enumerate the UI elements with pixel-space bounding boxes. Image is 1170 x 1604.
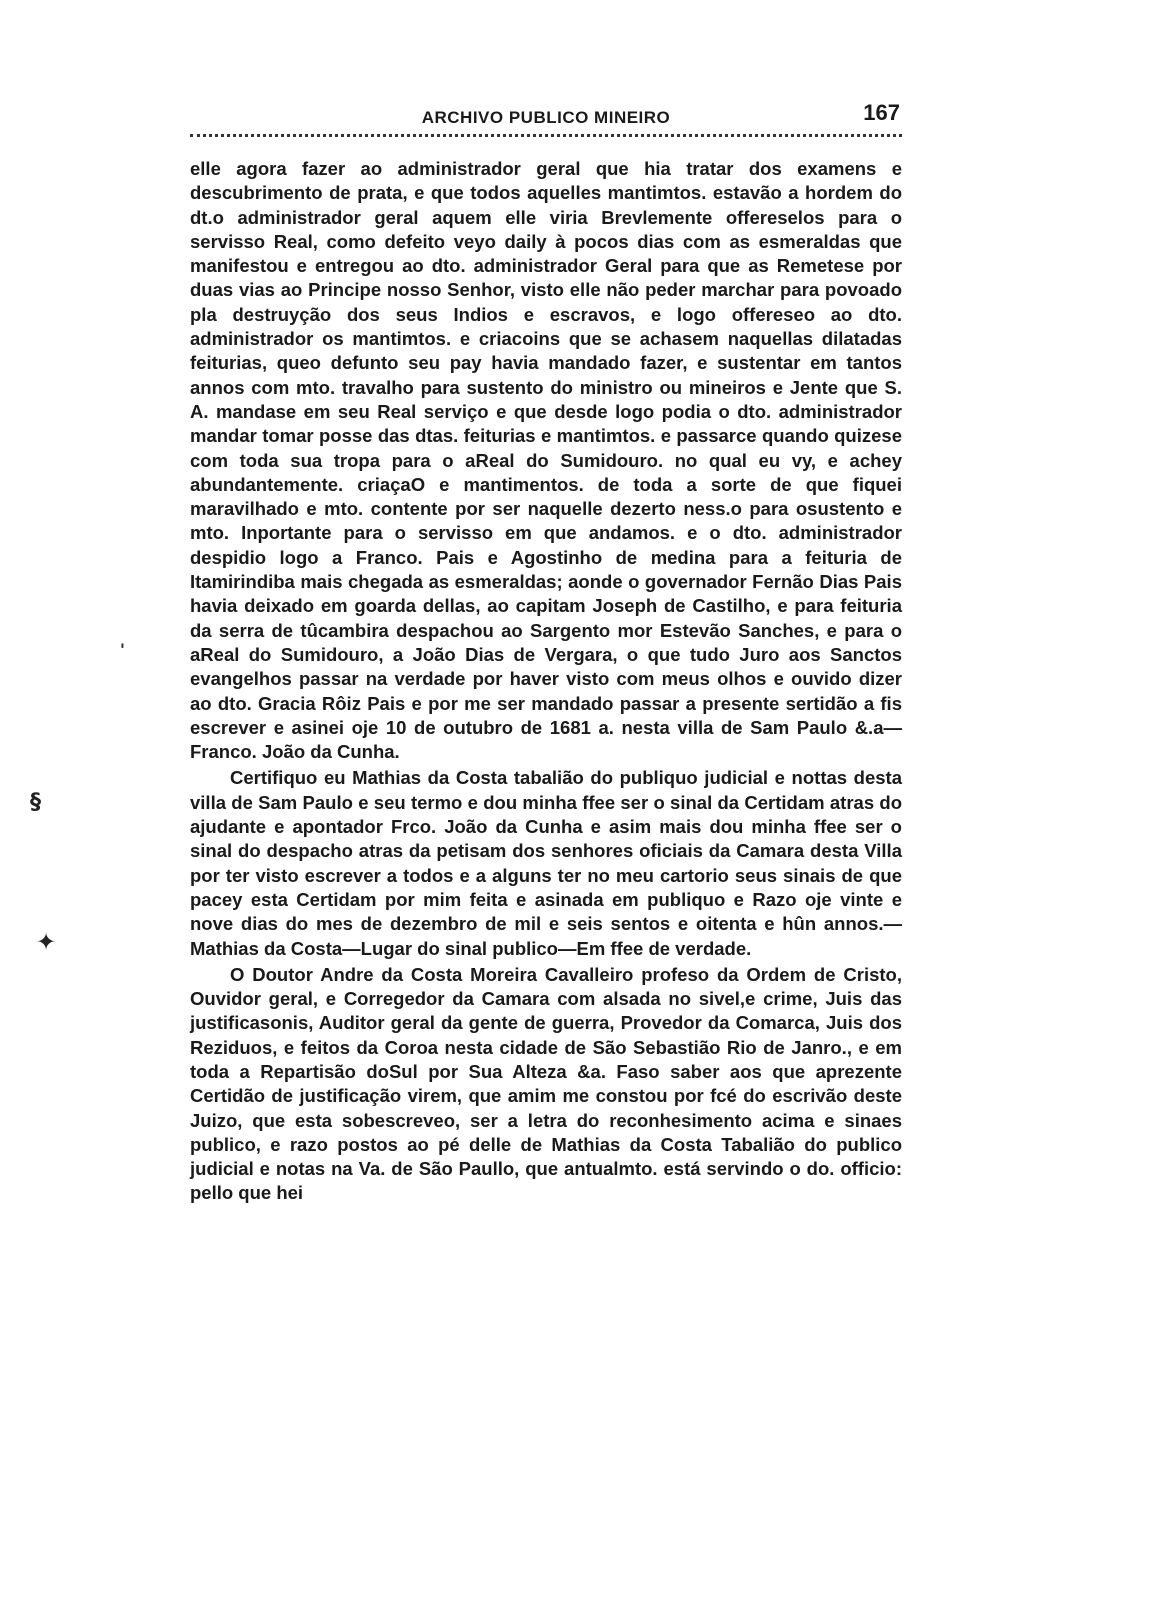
paragraph-2: Certifiquo eu Mathias da Costa tabalião do publiquo judicial e nottas desta villa de Sam Paulo e seu termo e dou minha ffee ser o sinal da Certidam atras do ajudante e apontador Frco. João da Cunha e asim mais dou minha ffee ser o sinal do despacho atras da petisam dos senhores oficiais da Camara desta Villa por ter visto escrever a todos e a alguns ter no meu cartorio seus sinais de que pacey esta Certidam por mim feita e asinada em publiquo e Razo oje vinte e nove dias do mes de dezembro de mil e seis sentos e oitenta e hûn annos.—Mathias da Costa—Lugar do sinal publico—Em ffee de verdade.: [190, 767, 902, 959]
journal-title: ARCHIVO PUBLICO MINEIRO: [421, 108, 671, 127]
margin-mark: §: [30, 790, 41, 815]
paragraph-1: elle agora fazer ao administrador geral que hia tratar dos examens e descubrimento de prata, e que todos aquelles mantimtos. estavão a hordem do dt.o administrador geral aquem elle viria Brevlemente offereselos para o servisso Real, como defeito veyo daily à pocos dias com as esmeraldas que manifestou e entregou ao dto. administrador Geral para que as Remetese por duas vias ao Principe nosso Senhor, visto elle não peder marchar para povoado pla destruyção dos seus Indios e escravos, e logo offereseo ao dto. administrador os mantimtos. e criacoins que se achasem naquellas dilatadas feiturias, queo defunto seu pay havia mandado fazer, e sustentar em tantos annos com mto. travalho para sustento do ministro ou mineiros e Jente que S. A. mandase em seu Real serviço e que desde logo podia o dto. administrador mandar tomar posse das dtas. feiturias e mantimtos. e passarce quando quizese com toda sua tropa para o aReal do Sumidouro. no qual eu vy, e achey abundantemente. criaçaO e mantimentos. de toda a sorte de que fiquei maravilhado e mto. contente por ser naquelle dezerto ness.o para osustento e mto. Inportante para o servisso em que andamos. e o dto. administrador despidio logo a Franco. Pais e Agostinho de medina para a feituria de Itamirindiba mais chegada as esmeraldas; aonde o governador Fernão Dias Pais havia deixado em goarda dellas, ao capitam Joseph de Castilho, e para feituria da serra de tûcambira despachou ao Sargento mor Estevão Sanches, e para o aReal do Sumidouro, a João Dias de Vergara, o que tudo Juro aos Sanctos evangelhos passar na verdade por haver visto com meus olhos e ouvido dizer ao dto. Gracia Rôiz Pais e por me ser mandado passar a presente sertidão a fis escrever e asinei oje 10 de outubro de 1681 a. nesta villa de Sam Paulo &.a—Franco. João da Cunha.: [190, 158, 902, 763]
margin-mark: ✦: [36, 928, 57, 956]
header-rule: [190, 134, 902, 137]
page-number: 167: [863, 100, 900, 125]
margin-mark: ': [120, 640, 125, 659]
paragraph-3: O Doutor Andre da Costa Moreira Cavalleiro profeso da Ordem de Cristo, Ouvidor geral, e Corregedor da Camara com alsada no sivel,e crime, Juis das justificasonis, Auditor geral da gente de guerra, Provedor da Comarca, Juis dos Reziduos, e feitos da Coroa nesta cidade de São Sebastião Rio de Janro., e em toda a Repartisão doSul por Sua Alteza &a. Faso saber aos que aprezente Certidão de justificação virem, que amim me constou por fcé do escrivão deste Juizo, que esta sobescreveo, ser a letra do reconhesimento acima e sinaes publico, e razo postos ao pé delle de Mathias da Costa Tabalião do publico judicial e notas na Va. de São Paullo, que antualmto. está servindo o do. officio: pello que hei: [190, 963, 902, 1204]
body-text: [190, 157, 902, 1206]
document-page: [190, 98, 902, 1206]
running-header: [190, 98, 902, 128]
